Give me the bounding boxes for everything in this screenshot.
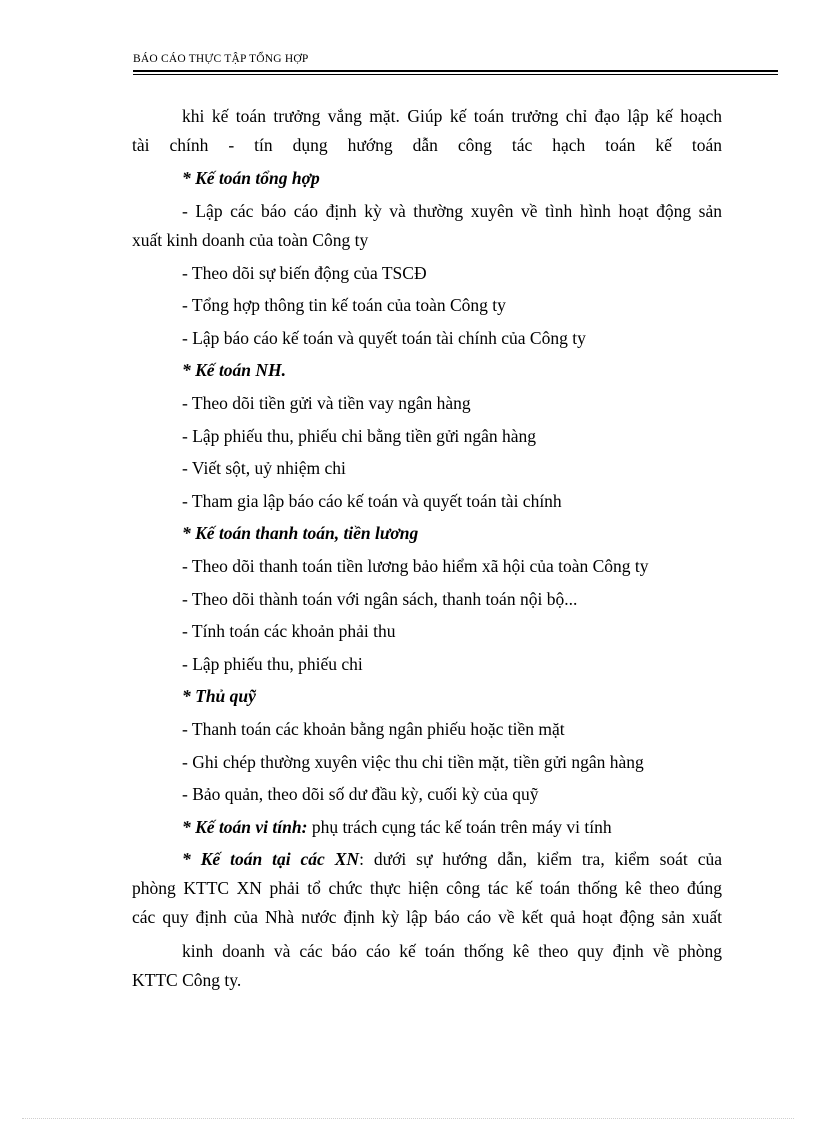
header-title: BÁO CÁO THỰC TẬP TỔNG HỢP: [133, 53, 309, 65]
section-item-2-0: - Theo dõi thanh toán tiền lương bảo hiểm xã hội của toàn Công ty: [182, 555, 649, 576]
intro-line-2: tài chính - tín dụng hướng dẫn công tác hạch toán kế toán: [132, 135, 722, 155]
section-item-1-2: - Viết sột, uỷ nhiệm chi: [182, 458, 346, 479]
section-item-3-2: - Bảo quản, theo dõi số dư đầu kỳ, cuối kỳ của quỹ: [182, 784, 539, 805]
section-item-line: xuất kinh doanh của toàn Công ty: [132, 229, 369, 250]
section-item-2-1: - Theo dõi thành toán với ngân sách, thanh toán nội bộ...: [182, 588, 578, 609]
xn-line-2: phòng KTTC XN phải tổ chức thực hiện công tác kế toán thống kê theo đúng: [132, 878, 722, 899]
vi-tinh-text: phụ trách cụng tác kế toán trên máy vi tính: [307, 816, 612, 837]
xn-line-1-rest: : dưới sự hướng dẫn, kiểm tra, kiểm soát của: [359, 849, 722, 870]
xn-heading: * Kế toán tại các XN: [182, 849, 360, 870]
document-body: [132, 102, 722, 995]
closing-line-1: kinh doanh và các báo cáo kế toán thống kê theo quy định về phòng: [182, 941, 722, 962]
section-item-line: - Lập các báo cáo định kỳ và thường xuyên về tình hình hoạt động sản: [182, 200, 722, 221]
header-rule: [133, 70, 778, 75]
section-item-1-3: - Tham gia lập báo cáo kế toán và quyết toán tài chính: [182, 490, 562, 511]
section-item-0-2: - Theo dõi sự biến động của TSCĐ: [182, 262, 427, 283]
section-item-2-3: - Lập phiếu thu, phiếu chi: [182, 653, 363, 674]
section-heading-nh: * Kế toán NH.: [182, 360, 287, 381]
xn-line-1: [132, 845, 722, 874]
intro-line-1: khi kế toán trưởng vắng mặt. Giúp kế toán trưởng chỉ đạo lập kế hoạch: [182, 106, 722, 126]
page-bottom-border: [22, 1118, 794, 1119]
section-item-0-3: - Tổng hợp thông tin kế toán của toàn Công ty: [182, 295, 506, 316]
section-heading-tong-hop: * Kế toán tổng hợp: [182, 168, 320, 188]
xn-line-3: các quy định của Nhà nước định kỳ lập báo cáo về kết quả hoạt động sản xuất: [132, 907, 722, 928]
section-item-1-0: - Theo dõi tiền gửi và tiền vay ngân hàng: [182, 392, 471, 413]
section-heading-thanh-toan: * Kế toán thanh toán, tiền lương: [182, 523, 419, 544]
section-item-1-1: - Lập phiếu thu, phiếu chi bằng tiền gửi ngân hàng: [182, 425, 537, 446]
vi-tinh-line: [132, 813, 722, 846]
intro-paragraph: [132, 102, 722, 160]
xn-paragraph: [132, 845, 722, 932]
section-item-3-1: - Ghi chép thường xuyên việc thu chi tiền mặt, tiền gửi ngân hàng: [182, 751, 644, 772]
section-heading-thu-quy: * Thủ quỹ: [182, 686, 256, 707]
section-item-0-0: [132, 197, 722, 255]
vi-tinh-heading: * Kế toán vi tính:: [182, 816, 308, 837]
section-item-3-0: - Thanh toán các khoản bằng ngân phiếu hoặc tiền mặt: [182, 718, 565, 739]
section-item-2-2: - Tính toán các khoản phải thu: [182, 621, 396, 642]
page-header: [133, 52, 778, 75]
section-item-0-4: - Lập báo cáo kế toán và quyết toán tài chính của Công ty: [182, 327, 586, 348]
closing-line-2: KTTC Công ty.: [132, 970, 242, 991]
closing-paragraph: [132, 937, 722, 995]
